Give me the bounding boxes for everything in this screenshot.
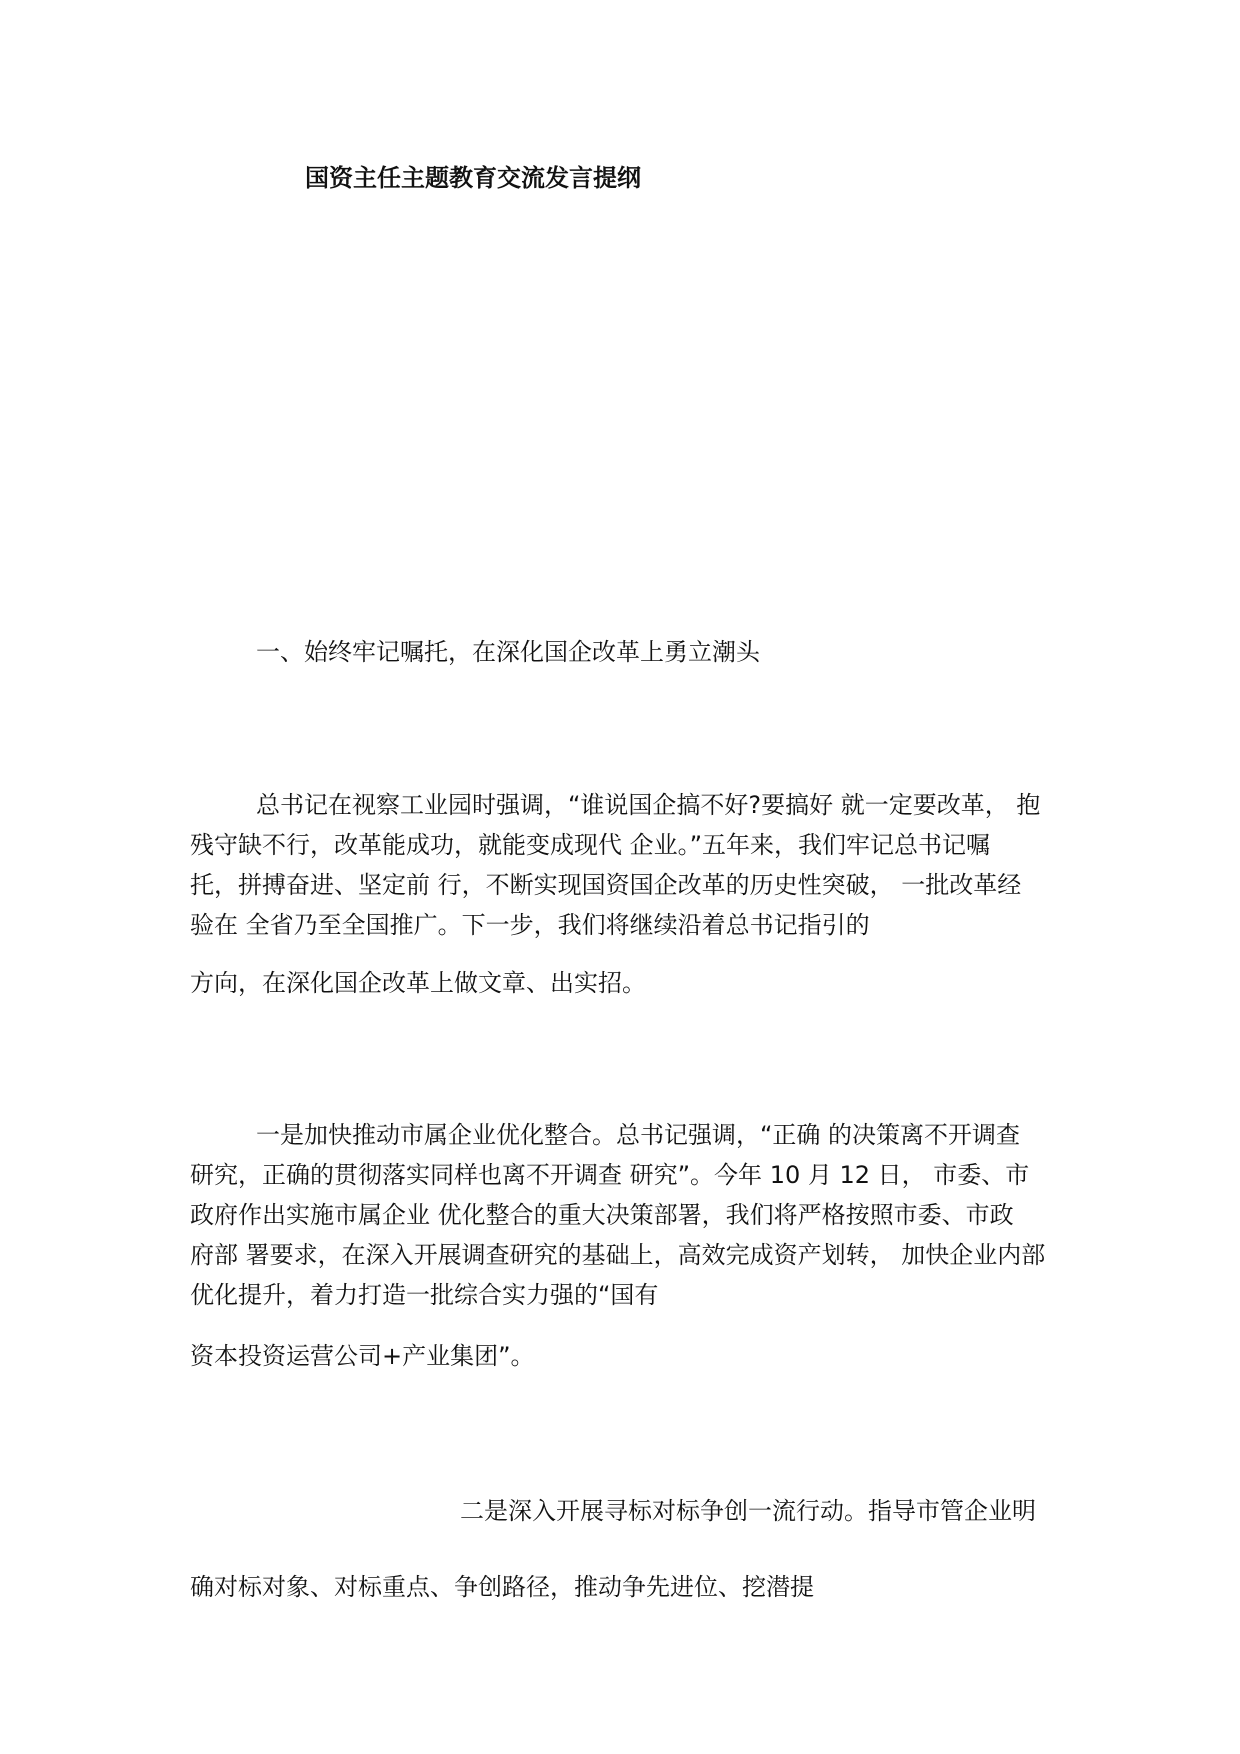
paragraph-1-line-4: 验在 全省乃至全国推广。下一步，我们将继续沿着总书记指引的	[190, 911, 870, 939]
paragraph-2-line-5: 优化提升，着力打造一批综合实力强的“国有	[190, 1281, 659, 1309]
paragraph-2-line-2: 研究，正确的贯彻落实同样也离不开调查 研究”。今年 10 月 12 日， 市委、市	[190, 1161, 1030, 1189]
document-title: 国资主任主题教育交流发言提纲	[305, 164, 641, 192]
paragraph-2	[190, 1115, 1060, 1315]
paragraph-1-tail: 方向，在深化国企改革上做文章、出实招。	[190, 969, 646, 997]
paragraph-3-line-1: 二是深入开展寻标对标争创一流行动。指导市管企业明	[460, 1497, 1036, 1525]
paragraph-2-tail: 资本投资运营公司+产业集团”。	[190, 1342, 535, 1370]
section-heading-1: 一、始终牢记嘱托，在深化国企改革上勇立潮头	[256, 638, 760, 666]
paragraph-3-line-2: 确对标对象、对标重点、争创路径，推动争先进位、挖潜提	[190, 1573, 814, 1601]
paragraph-2-line-1: 一是加快推动市属企业优化整合。总书记强调，“正确 的决策离不开调查	[256, 1121, 1021, 1149]
paragraph-1	[190, 785, 1060, 945]
paragraph-1-line-2: 残守缺不行，改革能成功，就能变成现代 企业。”五年来，我们牢记总书记嘱	[190, 831, 991, 859]
paragraph-1-line-3: 托，拼搏奋进、坚定前 行，不断实现国资国企改革的历史性突破， 一批改革经	[190, 871, 1022, 899]
paragraph-2-line-4: 府部 署要求，在深入开展调查研究的基础上，高效完成资产划转， 加快企业内部	[190, 1241, 1046, 1269]
paragraph-2-line-3: 政府作出实施市属企业 优化整合的重大决策部署，我们将严格按照市委、市政	[190, 1201, 1014, 1229]
paragraph-1-line-1: 总书记在视察工业园时强调，“谁说国企搞不好?要搞好 就一定要改革， 抱	[256, 791, 1041, 819]
